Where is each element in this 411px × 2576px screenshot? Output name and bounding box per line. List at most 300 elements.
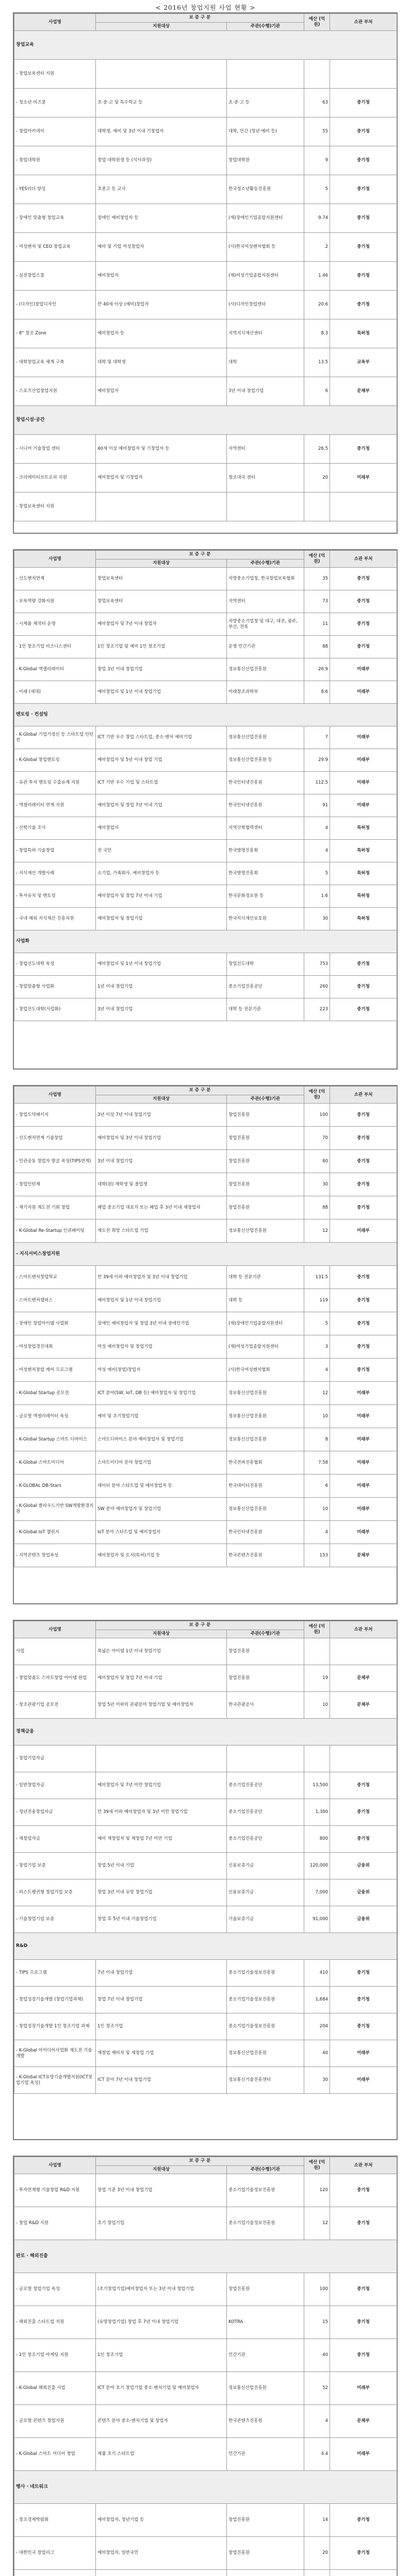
target-cell: 예비창업자 및 7년 미만 창업기업 [96,1772,227,1799]
budget-cell: 6 [304,1475,330,1498]
table-row [14,681,397,704]
target-cell: 재창업 예비자 및 재창업 기업 [96,2040,227,2067]
budget-cell: 10 [304,1405,330,1428]
table-row [14,2339,397,2372]
table-row [14,2174,397,2207]
program-table [14,1621,397,2094]
target-cell: ICT 기반 우수 창업 스타트업, 중소·벤처 예비기업 [96,726,227,749]
table-row [14,1772,397,1799]
table-row [14,1104,397,1127]
program-name-cell: - 창업아카데미 [14,117,96,146]
target-cell: 창업 3년 이내 창업기업 [96,658,227,681]
organizer-cell: 창업진흥원 [227,1665,304,1692]
target-cell: 창업 대학원생 등 (석사과정) [96,146,227,175]
dept-cell: 금융위 [330,1906,397,1933]
program-name-cell: - 일반창업자금 [14,1772,96,1799]
program-name-cell: - K-Global Startup 공모전 [14,1382,96,1405]
budget-cell: 26.9 [304,658,330,681]
budget-cell: 30 [304,1173,330,1196]
budget-cell [304,1745,330,1772]
target-cell: (초기창업기업)예비창업자 또는 3년 이내 창업기업 [96,2273,227,2306]
organizer-cell: KOTRA [227,2306,304,2339]
organizer-cell: 한국인터넷진흥원 [227,1521,304,1544]
dept-cell: 미래부 [330,2040,397,2067]
target-cell: 예비창업자 및 1년 이내 창업기업 [96,1289,227,1312]
program-name-cell: - 선도벤처연계 [14,568,96,590]
dept-cell: 중기청 [330,1987,397,2013]
table-row [14,1745,397,1772]
target-cell: 예비창업자 등 [96,319,227,348]
table-row [14,1521,397,1544]
target-cell: 예비창업자 및 5년 이내 창업 기업 [96,749,227,772]
program-name-cell: - 여성벤처창업 케어 프로그램 [14,1359,96,1382]
target-cell: 창업 5년 이내 기업 [96,1853,227,1879]
table-row [14,2067,397,2094]
budget-cell: 70 [304,1127,330,1150]
dept-cell: 중기청 [330,636,397,658]
target-cell: 1인 창조기업 [96,2339,227,2372]
budget-cell: 4 [304,2405,330,2438]
target-cell: 창업 5년 이하의 관광분야 창업기업 및 예비창업자 [96,1692,227,1719]
target-cell: 콘텐츠 분야 중소·벤처기업 및 창업자 [96,2405,227,2438]
budget-cell: 35 [304,568,330,590]
budget-cell: 7.58 [304,1451,330,1475]
target-cell: 예비창업자 및 1년 이내 창업기업 [96,681,227,704]
target-cell: 40세 이상 예비창업자 및 기창업자 등 [96,435,227,464]
budget-cell: 30 [304,2067,330,2094]
target-cell: 초중고 등 교사 [96,175,227,204]
program-name-cell: - 창업기업자금 [14,1745,96,1772]
target-cell: 예비창업자 [96,262,227,291]
target-cell [96,1745,227,1772]
table-row [14,908,397,930]
organizer-cell: 한국청소년활동진흥원 [227,175,304,204]
organizer-cell: 정보통신기술진흥센터 [227,2067,304,2094]
header-project: 사업명 [14,1621,96,1638]
dept-cell: 문체부 [330,1665,397,1692]
header-dept: 소관 부처 [330,1087,397,1104]
header-target: 지원대상 [96,1095,227,1104]
table-row [14,2372,397,2405]
table-row [14,319,397,348]
program-name-cell: - 지식재산 개발사례 [14,862,96,885]
section-row [14,1933,397,1960]
table-row [14,348,397,377]
organizer-cell: 한국전파진흥협회 [227,1451,304,1475]
budget-cell: 7 [304,726,330,749]
dept-cell: 중기청 [330,1799,397,1826]
organizer-cell: 중소기업진흥공단 [227,1826,304,1853]
budget-cell: 9 [304,146,330,175]
budget-cell: 5 [304,862,330,885]
organizer-cell: 창업진흥원 [227,2273,304,2306]
dept-cell: 중기청 [330,613,397,636]
table-row [14,953,397,976]
dept-cell: 중기청 [330,1266,397,1289]
target-cell: 예비창업자 및 3년 이내 창업기업 [96,1127,227,1150]
dept-cell: 미래부 [330,658,397,681]
table-row [14,1544,397,1567]
table-row [14,1173,397,1196]
program-name-cell: - 보육역량 강화지원 [14,590,96,613]
program-name-cell: - 민관공동 창업자 발굴 육성(TIPS연계) [14,1150,96,1173]
target-cell: 예비 재창업자 및 재창업 7년 미만 기업 [96,1826,227,1853]
section-heading: 판로 · 해외진출 [14,2240,397,2273]
program-name-cell: - K-Global Startup 스마트 디바이스 [14,1428,96,1451]
target-cell: 만 39세 이하 예비창업자 및 3년 미만 창업기업 [96,1799,227,1826]
dept-cell: 미래부 [330,1405,397,1428]
program-table [14,1086,397,1567]
program-name-cell: - 창업맞춤도 스마트창업 아이템 원업 [14,1665,96,1692]
dept-cell: 중기청 [330,1312,397,1335]
program-name-cell: - 재기지원 재도전 기회 창업 [14,1196,96,1219]
budget-cell: 131.5 [304,1266,330,1289]
section-heading: - 지식서비스창업지원 [14,1243,397,1266]
program-name-cell: - 창업보육센터 지원 [14,493,96,521]
organizer-cell [227,60,304,89]
program-name-cell: - 산학기술 조사 [14,817,96,840]
dept-cell: 중기청 [330,117,397,146]
budget-cell: 8.3 [304,319,330,348]
dept-cell: 중기청 [330,1196,397,1219]
header-project: 사업명 [14,551,96,568]
program-name-cell: - K-Global 클라우드기반 SW개발환경지원 [14,1498,96,1521]
header-project: 사업명 [14,14,96,31]
target-cell: ICT 분야 초기 창업기업 중소·벤처기업 및 예비창업자 [96,2372,227,2405]
organizer-cell: 창업진흥원 [227,1173,304,1196]
section-heading: 행사 · 네트워크 [14,2471,397,2504]
dept-cell: 중기청 [330,2306,397,2339]
organizer-cell: (사)한국여성벤처협회 [227,1359,304,1382]
program-name-cell: - 창업인턴제 [14,1173,96,1196]
organizer-cell: 한국문화정보원 등 [227,885,304,908]
budget-cell: 88 [304,636,330,658]
dept-cell: 문체부 [330,1544,397,1567]
organizer-cell: 정보통신산업진흥원 [227,1498,304,1521]
dept-cell: 특허청 [330,885,397,908]
table-page-1 [13,12,398,534]
program-name-cell: - 기술창업기업 보증 [14,1906,96,1933]
program-table [14,550,397,1021]
dept-cell: 미래부 [330,1382,397,1405]
budget-cell [304,1638,330,1665]
table-row [14,233,397,262]
table-row [14,89,397,117]
program-name-cell: - 1인 창조기업 마케팅 지원 [14,2339,96,2372]
dept-cell: 중기청 [330,175,397,204]
table-row [14,2438,397,2471]
organizer-cell: (사)디자인창업센터 [227,291,304,319]
table-row [14,1960,397,1987]
program-name-cell: - 시제품 제작터 운영 [14,613,96,636]
organizer-cell: 창업대학원 [227,146,304,175]
table-row [14,175,397,204]
program-name-cell: - 창업특허 기술창업 [14,840,96,862]
budget-cell: 100 [304,2273,330,2306]
budget-cell: 15 [304,2306,330,2339]
program-name-cell: - 투자연계형 기술창업 R&D 지원 [14,2174,96,2207]
organizer-cell: 정보통신산업진흥원 [227,1382,304,1405]
table-row [14,862,397,885]
organizer-cell: 한국인터넷진흥원 [227,772,304,794]
table-row [14,590,397,613]
dept-cell: 특허청 [330,862,397,885]
program-name-cell: - 시니어 기술창업 센터 [14,435,96,464]
target-cell: 대학(원) 재학생 및 졸업생 [96,1173,227,1196]
budget-cell: 19 [304,1665,330,1692]
budget-cell: 120 [304,2174,330,2207]
table-row [14,2504,397,2537]
table-row [14,1335,397,1359]
program-name-cell: - K-Global ICT유망기술개발지원(ICT창업기업 육성) [14,2067,96,2094]
dept-cell [330,1745,397,1772]
organizer-cell: 지역센터 [227,435,304,464]
program-name-cell: - K-Global 창업멘토링 [14,749,96,772]
table-row [14,204,397,233]
program-name-cell: - 퍼스트펭귄형 창업기업 보증 [14,1879,96,1906]
target-cell: 창업 기준 3년 이내 창업기업 [96,2174,227,2207]
program-name-cell: - 창조관광기업 공모전 [14,1692,96,1719]
table-row [14,1428,397,1451]
budget-cell: 2 [304,233,330,262]
table-row [14,1150,397,1173]
target-cell: 초·중·고 및 특수학교 등 [96,89,227,117]
target-cell: 창업 3년 이내 유망 창업기업 [96,1879,227,1906]
dept-cell: 문체부 [330,1692,397,1719]
program-name-cell: - K-Global 스마트 미디어 창업 [14,2438,96,2471]
target-cell: 재도전 희망 스타트업 기업 [96,1219,227,1243]
target-cell: 창업 후 5년 이내 기술창업기업 [96,1906,227,1933]
table-row [14,1638,397,1665]
target-cell: 폐업 중소기업 대표자 또는 폐업 후 3년 이내 재창업자 [96,1196,227,1219]
program-name-cell: - 글로벌 콘텐츠 창업지원 [14,2405,96,2438]
program-name-cell: - 재창업자금 [14,1826,96,1853]
dept-cell: 중기청 [330,1960,397,1987]
dept-cell: 중기청 [330,998,397,1021]
target-cell: 창업보육센터 [96,590,227,613]
program-name-cell: - 청소년 비즈쿨 [14,89,96,117]
header-budget: 예산 (억원) [304,1087,330,1104]
program-name-cell: - 대한민국 창업리그 [14,2537,96,2570]
dept-cell: 교육부 [330,348,397,377]
table-row [14,1665,397,1692]
table-row [14,658,397,681]
table-row [14,2207,397,2240]
dept-cell: 미래부 [330,1451,397,1475]
target-cell: 제품 초기 스타트업 [96,2438,227,2471]
target-cell: 예비 및 초기창업기업 [96,1405,227,1428]
dept-cell [330,1638,397,1665]
target-cell: 1년 이내 창업기업 [96,976,227,998]
budget-cell: 153 [304,1544,330,1567]
budget-cell: 8 [304,1428,330,1451]
budget-cell: 73 [304,590,330,613]
dept-cell: 중기청 [330,2339,397,2372]
header-support-group: 보 증 구 분 [96,551,304,560]
budget-cell: 13.5 [304,348,330,377]
organizer-cell: 신용보증기금 [227,1879,304,1906]
dept-cell: 중기청 [330,568,397,590]
target-cell: 여성 예비(창업)창업자 [96,1359,227,1382]
budget-cell: 4.4 [304,2438,330,2471]
program-name-cell: - K-GLOBAL DB-Stars [14,1475,96,1498]
header-project: 사업명 [14,2157,96,2174]
dept-cell: 중기청 [330,262,397,291]
dept-cell: 중기청 [330,204,397,233]
target-cell: 예비창업자 및 1년 이내 창업기업 [96,953,227,976]
budget-cell: 7,000 [304,1879,330,1906]
table-row [14,146,397,175]
table-row [14,2013,397,2040]
organizer-cell: 한국콘텐츠진흥원 [227,1544,304,1567]
budget-cell: 5 [304,1312,330,1335]
target-cell: 대학 및 대학생 [96,348,227,377]
header-organizer: 주관(수행)기관 [227,1095,304,1104]
program-name-cell: - 여성창업경진대회 [14,1335,96,1359]
dept-cell: 미래부 [330,1521,397,1544]
table-row [14,1359,397,1382]
target-cell [96,493,227,521]
program-name-cell: - K-Global 아이디어사업화 재도전 기술개발 [14,2040,96,2067]
program-name-cell: - 실전창업스쿨 [14,262,96,291]
dept-cell: 중기청 [330,1150,397,1173]
program-name-cell: - 여성벤처 및 CEO 창업교육 [14,233,96,262]
target-cell: 장애인 예비창업자 등 [96,204,227,233]
budget-cell: 52 [304,2372,330,2405]
section-heading: 멘토링 · 컨설팅 [14,704,397,726]
header-budget: 예산 (억원) [304,14,330,31]
dept-cell [330,2570,397,2576]
budget-cell: 13,500 [304,1772,330,1799]
target-cell: 예비창업자, 청년기업 등 [96,2504,227,2537]
program-name-cell: - 창업기업 보증 [14,1853,96,1879]
program-name-cell: - 국내 해외 지식재산 진흥지원 [14,908,96,930]
section-row [14,704,397,726]
program-name-cell: - 1인 창조기업 비즈니스센터 [14,636,96,658]
budget-cell [304,2570,330,2576]
target-cell: 7년 이내 창업기업 [96,1960,227,1987]
table-row [14,636,397,658]
organizer-cell: 중소기업진흥공단 [227,976,304,998]
dept-cell: 특허청 [330,908,397,930]
dept-cell: 중기청 [330,976,397,998]
target-cell: IoT 분야 스타트업 및 예비창업자 [96,1521,227,1544]
dept-cell: 문체부 [330,2405,397,2438]
organizer-cell: 지역지식재산센터 [227,319,304,348]
program-name-cell: - K-Global 액셀러레이터 [14,658,96,681]
table-row [14,262,397,291]
organizer-cell: (재)장애인기업종합지원센터 [227,204,304,233]
budget-cell: 6 [304,377,330,406]
program-name-cell: - 창업 R&D 지원 [14,2207,96,2240]
program-name-cell: - 글로벌 액셀러레이터 육성 [14,1405,96,1428]
budget-cell: 60 [304,1150,330,1173]
table-row [14,1475,397,1498]
header-dept: 소관 부처 [330,1621,397,1638]
target-cell: 데이터 분야 스타트업 및 예비창업자 등 [96,1475,227,1498]
target-cell: 소기업, 가족회사, 예비창업자 등 [96,862,227,885]
budget-cell: 3 [304,1335,330,1359]
target-cell: 예비창업자 및 창업 7년 이내 기업 [96,885,227,908]
program-name-cell: - 장애인 맞춤형 창업교육 [14,204,96,233]
table-row [14,2537,397,2570]
organizer-cell: 중소기업기술정보진흥원 [227,2174,304,2207]
program-name-cell: - 액셀러레이터 연계 지원 [14,794,96,817]
program-name-cell: - 8° 창조 Zone [14,319,96,348]
organizer-cell: 3년 이내 창업기업 [227,377,304,406]
organizer-cell: 중소기업기술정보진흥원 [227,2013,304,2040]
organizer-cell: 초·중·고 등 [227,89,304,117]
organizer-cell: 정보통신산업진흥원 [227,2372,304,2405]
header-dept: 소관 부처 [330,551,397,568]
header-target: 지원대상 [96,2165,227,2174]
dept-cell: 미래부 [330,1498,397,1521]
target-cell: 초기 창업기업 [96,2207,227,2240]
header-target: 지원대상 [96,22,227,31]
dept-cell: 중기청 [330,1104,397,1127]
budget-cell: 223 [304,998,330,1021]
table-row [14,840,397,862]
organizer-cell: 미래창조과학부 [227,681,304,704]
budget-cell: 100 [304,1104,330,1127]
header-support-group: 보 증 구 분 [96,14,304,23]
organizer-cell: 창업진흥원 [227,1150,304,1173]
budget-cell: 1,300 [304,1799,330,1826]
program-name-cell: - 창조경제박람회 [14,2504,96,2537]
header-target: 지원대상 [96,1630,227,1638]
section-row [14,31,397,60]
target-cell: 1인 창조기업 및 예비 1인 창조기업 [96,636,227,658]
table-row [14,1312,397,1335]
organizer-cell [227,493,304,521]
table-row [14,1289,397,1312]
organizer-cell: 정보통신산업진흥원 [227,658,304,681]
program-name-cell: - 스마트벤처창업학교 [14,1266,96,1289]
program-name-cell: - 창업맞춤형 사업화 [14,976,96,998]
program-name-cell: - 투자유치 및 멘토링 [14,885,96,908]
target-cell: 창업보육센터 [96,568,227,590]
header-support-group: 보 증 구 분 [96,2157,304,2166]
dept-cell: 중기청 [330,146,397,175]
organizer-cell: 신용보증기금 [227,1853,304,1879]
table-row [14,1196,397,1219]
table-row [14,291,397,319]
target-cell: 예비창업자 및 토지(특허)기업 등 [96,1544,227,1567]
organizer-cell: 창업진흥원 [227,2504,304,2537]
table-page-5 [13,2156,398,2576]
organizer-cell: 기술보증기금 [227,1906,304,1933]
program-name-cell: - 크리에이티브트로피 지원 [14,464,96,493]
budget-cell: 91,000 [304,1906,330,1933]
program-name-cell: - 지역콘텐츠 창업육성 [14,1544,96,1567]
table-row [14,464,397,493]
program-table [14,13,397,521]
organizer-cell: 지방중소기업청 및 대구, 대전, 광주, 부산, 전북 [227,613,304,636]
table-row [14,1266,397,1289]
budget-cell: 26.5 [304,435,330,464]
budget-cell: 63 [304,89,330,117]
organizer-cell: 지역센터 [227,590,304,613]
budget-cell: 1.6 [304,885,330,908]
budget-cell: 4 [304,817,330,840]
dept-cell: 중기청 [330,1359,397,1382]
table-row [14,817,397,840]
program-name-cell: - 스포츠산업창업지원 [14,377,96,406]
budget-cell: 204 [304,2013,330,2040]
target-cell: 1인 창조기업 [96,2013,227,2040]
organizer-cell: 민간기관 [227,2339,304,2372]
header-budget: 예산 (억원) [304,1621,330,1638]
